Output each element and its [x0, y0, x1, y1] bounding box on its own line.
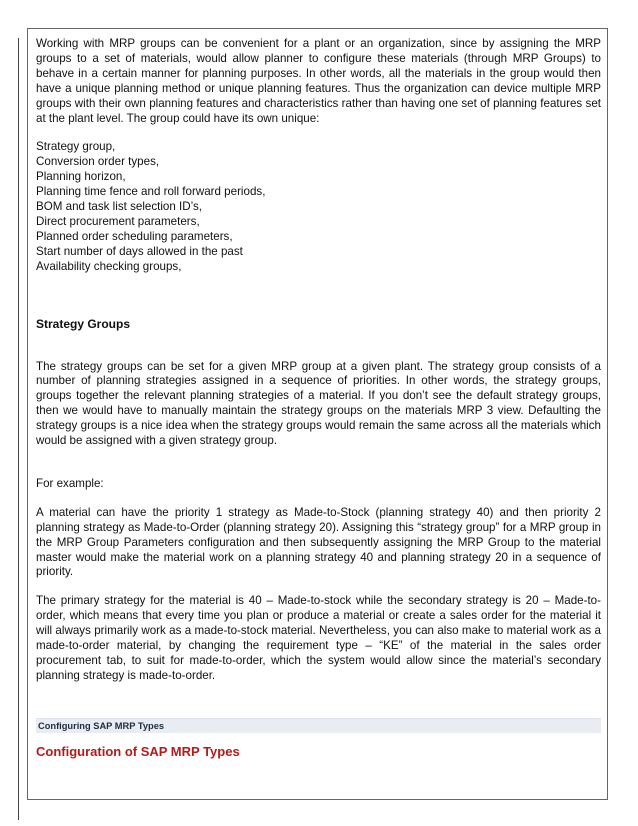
section-label: Configuring SAP MRP Types [36, 718, 601, 733]
list-item: Planned order scheduling parameters, [36, 229, 233, 243]
strategy-groups-paragraph: The strategy groups can be set for a given MRP group at a given plant. The strategy group consists of a number of planning strategies assigned in a sequence of priorities. In other words, the strategy groups, groups together the relevant planning strategies of a material. If you don’t see the default strategy groups, then we would have to manually maintain the strategy groups on the materials MRP 3 view. Defaulting the strategy groups is a nice idea when the strategy groups would remain the same across all the materials which would be assigned with a given strategy group. [36, 359, 601, 448]
left-margin-rule [18, 38, 19, 820]
example-paragraph-1: A material can have the priority 1 strategy as Made-to-Stock (planning strategy 40) and then priority 2 planning strategy as Made-to-Order (planning strategy 20). Assigning this “strategy group” for a MRP group in the MRP Group Parameters configuration and then subsequently assigning the MRP Group to the material master would make the material work on a planning strategy 40 and planning strategy 20 in a sequence of priority. [36, 505, 601, 579]
list-item: Strategy group, [36, 140, 116, 154]
intro-paragraph: Working with MRP groups can be convenient for a plant or an organization, since by assigning the MRP groups to a set of materials, would allow planner to configure these materials (through MRP Groups) to behave in a certain manner for planning purposes. In other words, all the materials in the group would then have a unique planning method or unique planning features. Thus the organization can device multiple MRP groups with their own planning features and characteristics rather than having one set of planning features set at the plant level. The group could have its own unique: [36, 37, 601, 125]
section-heading: Configuration of SAP MRP Types [36, 743, 240, 759]
document-body [36, 37, 601, 760]
features-list [36, 140, 601, 274]
list-item: Direct procurement parameters, [36, 214, 200, 228]
list-item: Availability checking groups, [36, 259, 182, 273]
list-item: BOM and task list selection ID’s, [36, 200, 203, 214]
for-example-label: For example: [36, 476, 104, 490]
list-item: Start number of days allowed in the past [36, 244, 243, 258]
strategy-groups-heading: Strategy Groups [36, 316, 131, 331]
example-paragraph-2: The primary strategy for the material is 40 – Made-to-stock while the secondary strategy is 20 – Made-to-order, which means that every time you plan or produce a material or create a sales order for the material it will always primarily work as a made-to-stock material. Nevertheless, you can also make to material work as a made-to-order material, by changing the requirement type – “KE” of the material in the sales order procurement tab, to suit for made-to-order, which the system would allow since the material’s secondary planning strategy is made-to-order. [36, 594, 601, 682]
list-item: Conversion order types, [36, 155, 160, 169]
list-item: Planning horizon, [36, 170, 126, 184]
list-item: Planning time fence and roll forward periods, [36, 185, 266, 199]
